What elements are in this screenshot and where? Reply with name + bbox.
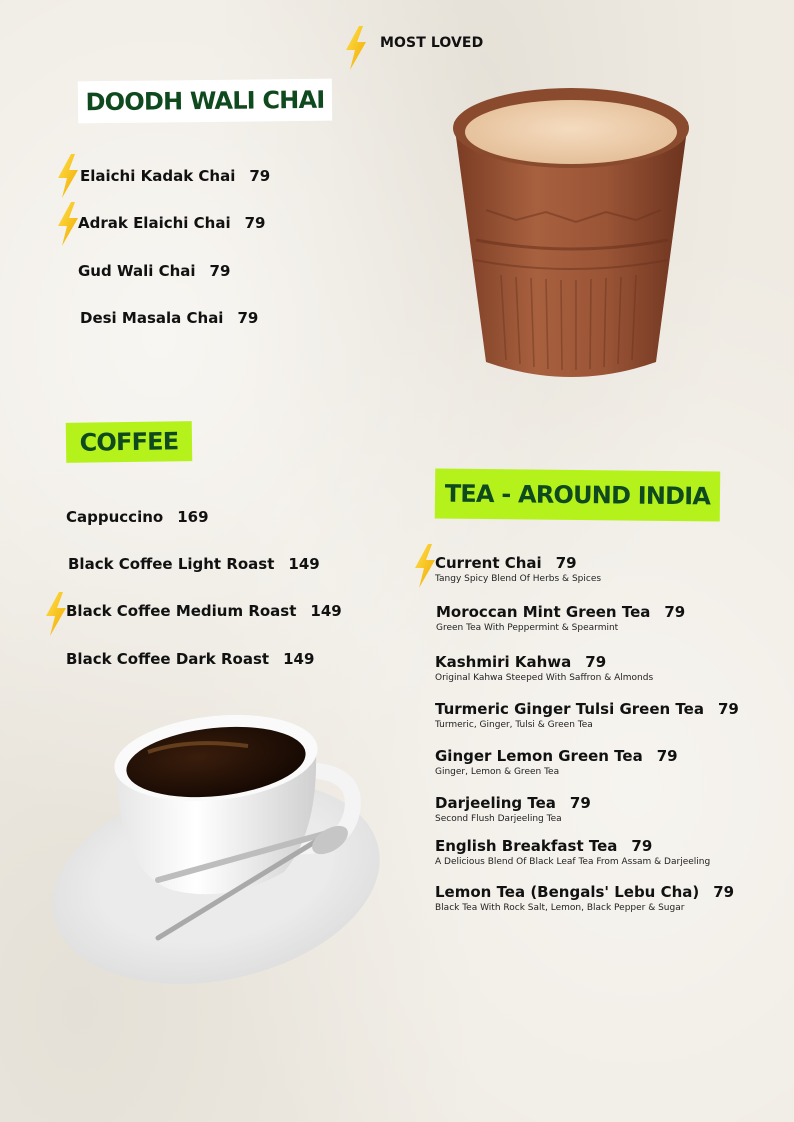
- item-name: Black Coffee Light Roast: [68, 555, 275, 573]
- menu-item: [435, 836, 710, 867]
- item-name: Gud Wali Chai: [78, 262, 196, 280]
- menu-item: [66, 507, 209, 526]
- menu-item: [78, 213, 265, 232]
- item-name: Black Coffee Dark Roast: [66, 650, 270, 668]
- menu-item: [66, 601, 342, 620]
- item-name: Ginger Lemon Green Tea: [435, 747, 643, 765]
- kulhad-chai-cup-image: [446, 80, 696, 385]
- item-name: Elaichi Kadak Chai: [80, 167, 236, 185]
- most-loved-legend: MOST LOVED: [380, 35, 484, 51]
- item-name: Cappuccino: [66, 508, 164, 526]
- item-price: 79: [717, 700, 739, 718]
- item-description: A Delicious Blend Of Black Leaf Tea From Assam & Darjeeling: [435, 857, 711, 867]
- menu-item: [66, 649, 314, 668]
- item-name: Darjeeling Tea: [435, 794, 556, 812]
- item-description: Second Flush Darjeeling Tea: [435, 814, 562, 824]
- tea-around-india-header: [435, 469, 721, 522]
- item-name: Moroccan Mint Green Tea: [436, 603, 651, 621]
- item-name: Desi Masala Chai: [80, 309, 224, 327]
- item-name: Lemon Tea (Bengals' Lebu Cha): [435, 883, 700, 901]
- menu-item: [68, 554, 320, 573]
- item-price: 79: [631, 837, 653, 855]
- item-price: 79: [244, 214, 266, 232]
- menu-item: [436, 602, 685, 633]
- item-description: Green Tea With Peppermint & Spearmint: [436, 623, 619, 633]
- item-description: Turmeric, Ginger, Tulsi & Green Tea: [435, 720, 593, 730]
- item-price: 149: [310, 602, 342, 620]
- menu-item: [435, 652, 653, 683]
- coffee-title: COFFEE: [79, 427, 179, 457]
- item-description: Ginger, Lemon & Green Tea: [435, 767, 560, 777]
- doodh-wali-chai-title: DOODH WALI CHAI: [85, 85, 325, 117]
- item-name: Black Coffee Medium Roast: [66, 602, 297, 620]
- menu-item: [435, 746, 678, 777]
- menu-item: [435, 553, 601, 584]
- item-name: Adrak Elaichi Chai: [78, 214, 231, 232]
- most-loved-bolt-icon: [44, 592, 68, 636]
- item-name: Turmeric Ginger Tulsi Green Tea: [435, 700, 704, 718]
- item-price: 79: [555, 554, 577, 572]
- item-description: Black Tea With Rock Salt, Lemon, Black Pepper & Sugar: [435, 903, 685, 913]
- item-description: Tangy Spicy Blend Of Herbs & Spices: [435, 574, 602, 584]
- item-price: 79: [656, 747, 678, 765]
- item-name: Kashmiri Kahwa: [435, 653, 572, 671]
- item-price: 149: [283, 650, 315, 668]
- item-description: Original Kahwa Steeped With Saffron & Almonds: [435, 673, 654, 683]
- coffee-header: [66, 421, 193, 463]
- item-price: 79: [249, 167, 271, 185]
- tea-around-india-title: TEA - AROUND INDIA: [444, 479, 711, 511]
- item-name: English Breakfast Tea: [435, 837, 618, 855]
- menu-item: [78, 261, 230, 280]
- most-loved-bolt-icon: [413, 544, 437, 588]
- item-price: 79: [237, 309, 259, 327]
- item-price: 79: [664, 603, 686, 621]
- lightning-bolt-icon: [344, 26, 368, 70]
- most-loved-bolt-icon: [56, 154, 80, 198]
- menu-item: [80, 308, 258, 327]
- item-price: 169: [177, 508, 209, 526]
- doodh-wali-chai-header: [78, 79, 332, 124]
- item-price: 79: [569, 794, 591, 812]
- menu-item: [80, 166, 270, 185]
- item-price: 79: [713, 883, 735, 901]
- most-loved-bolt-icon: [56, 202, 80, 246]
- item-name: Current Chai: [435, 554, 542, 572]
- item-price: 79: [585, 653, 607, 671]
- item-price: 149: [288, 555, 320, 573]
- menu-item: [435, 882, 734, 913]
- menu-item: [435, 793, 591, 824]
- menu-item: [435, 699, 739, 730]
- item-price: 79: [209, 262, 231, 280]
- black-coffee-cup-image: [48, 712, 384, 984]
